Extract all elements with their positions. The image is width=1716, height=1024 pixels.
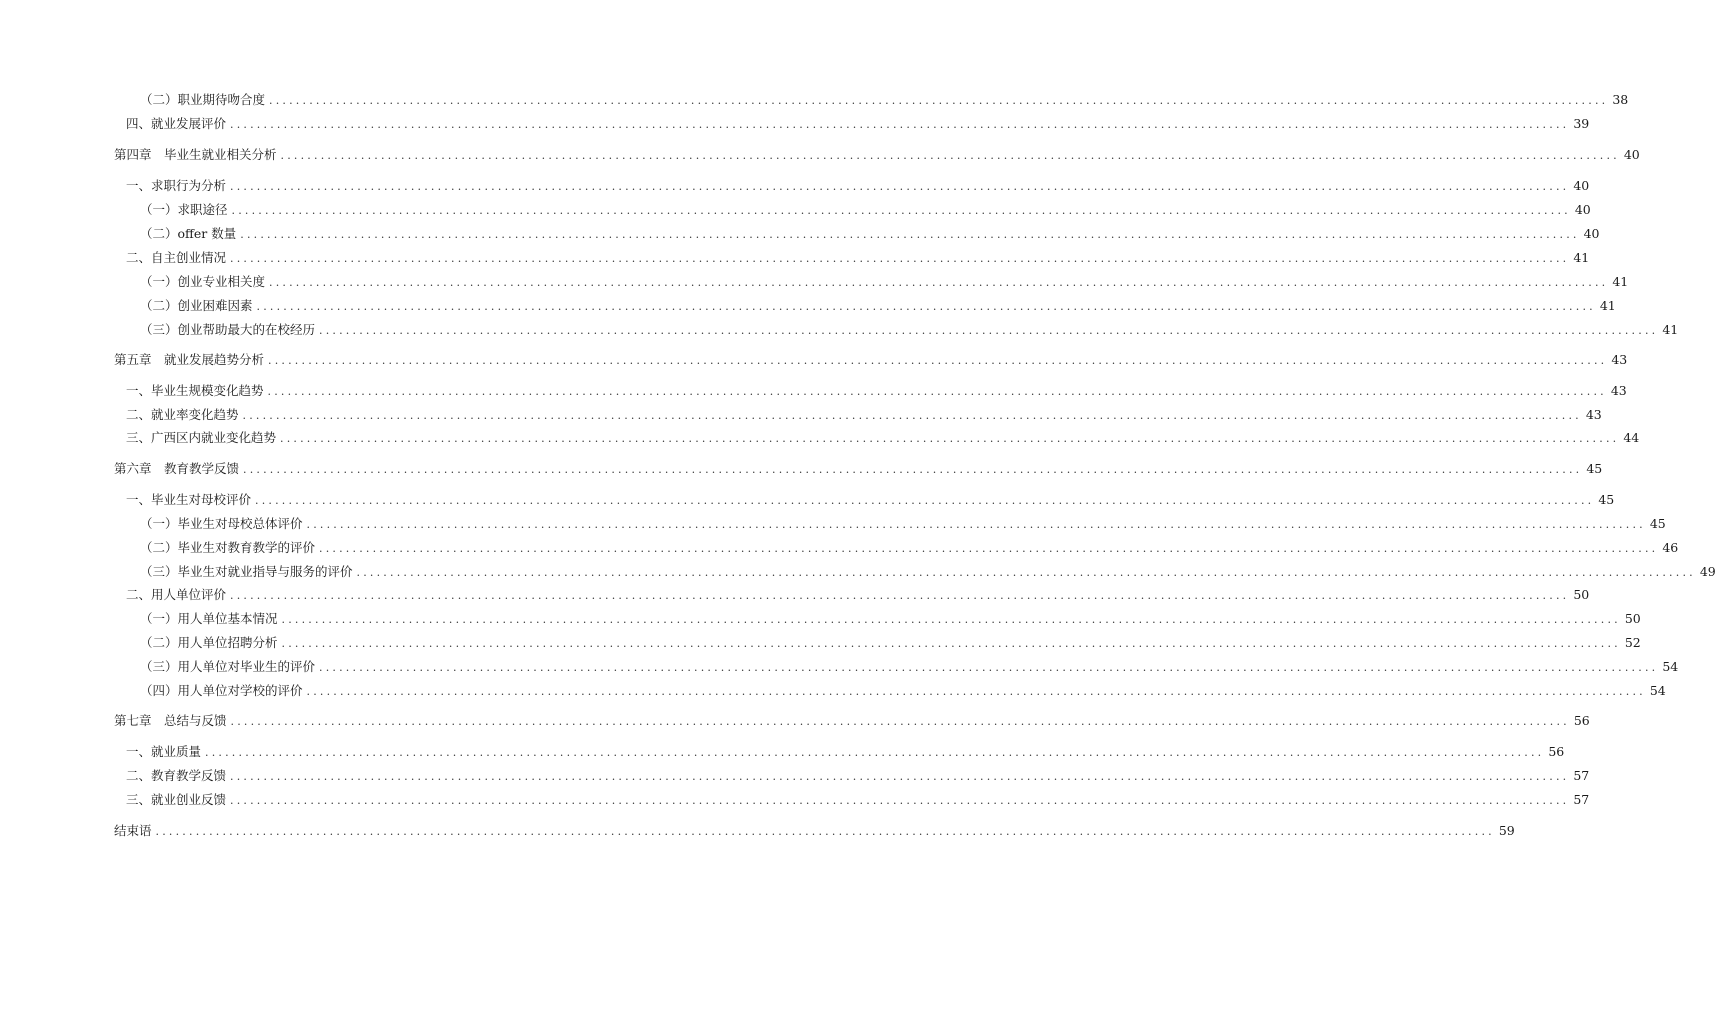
toc-entry-page-number: 45 — [1649, 516, 1666, 531]
toc-entry[interactable] — [140, 272, 1629, 290]
toc-leader-dots: ........................................................................................................................................................................................................ — [230, 180, 1570, 193]
toc-entry-page-number: 43 — [1610, 383, 1627, 398]
toc-entry-page-number: 49 — [1699, 564, 1716, 579]
toc-entry[interactable] — [126, 742, 1565, 760]
toc-entry-title: 结束语 — [114, 823, 152, 838]
toc-leader-dots: ........................................................................................................................................................................................................ — [230, 589, 1570, 602]
toc-entry-title: （一）创业专业相关度 — [140, 274, 266, 289]
toc-entry-title: （一）毕业生对母校总体评价 — [140, 516, 303, 531]
toc-entry-page-number: 50 — [1573, 587, 1590, 602]
toc-entry[interactable] — [126, 790, 1590, 808]
toc-entry-title: （一）求职途径 — [140, 202, 228, 217]
toc-entry[interactable] — [126, 405, 1602, 423]
toc-entry[interactable] — [114, 350, 1628, 368]
toc-leader-dots: ........................................................................................................................................................................................................ — [267, 385, 1607, 398]
toc-entry-page-number: 43 — [1585, 407, 1602, 422]
toc-entry[interactable] — [114, 459, 1603, 477]
toc-entry-title: 一、求职行为分析 — [126, 178, 227, 193]
toc-entry[interactable] — [114, 711, 1590, 729]
toc-entry-title: 二、教育教学反馈 — [126, 768, 227, 783]
toc-entry[interactable] — [114, 145, 1640, 163]
toc-entry[interactable] — [140, 609, 1641, 627]
toc-entry-page-number: 54 — [1662, 659, 1679, 674]
toc-leader-dots: ........................................................................................................................................................................................................ — [319, 661, 1659, 674]
toc-leader-dots: ........................................................................................................................................................................................................ — [230, 118, 1570, 131]
toc-leader-dots: ........................................................................................................................................................................................................ — [281, 613, 1621, 626]
toc-entry[interactable] — [140, 224, 1600, 242]
toc-entry[interactable] — [114, 821, 1515, 839]
toc-entry-page-number: 41 — [1662, 322, 1679, 337]
toc-entry[interactable] — [140, 514, 1666, 532]
toc-entry-title: （一）用人单位基本情况 — [140, 611, 278, 626]
toc-entry-title: 三、广西区内就业变化趋势 — [126, 430, 277, 445]
toc-leader-dots: ........................................................................................................................................................................................................ — [356, 566, 1696, 579]
toc-leader-dots: ........................................................................................................................................................................................................ — [280, 149, 1620, 162]
toc-entry-title: （三）创业帮助最大的在校经历 — [140, 322, 316, 337]
toc-entry-page-number: 57 — [1573, 768, 1590, 783]
toc-entry-page-number: 54 — [1649, 683, 1666, 698]
toc-entry-page-number: 41 — [1573, 250, 1590, 265]
toc-leader-dots: ........................................................................................................................................................................................................ — [269, 276, 1609, 289]
toc-leader-dots: ........................................................................................................................................................................................................ — [269, 94, 1609, 107]
toc-leader-dots: ........................................................................................................................................................................................................ — [231, 204, 1571, 217]
toc-entry-page-number: 40 — [1623, 147, 1640, 162]
toc-entry-title: （二）offer 数量 — [140, 226, 237, 241]
toc-leader-dots: ........................................................................................................................................................................................................ — [230, 715, 1570, 728]
toc-entry[interactable] — [140, 633, 1641, 651]
toc-entry-title: 第四章 毕业生就业相关分析 — [114, 147, 277, 162]
toc-entry-page-number: 45 — [1598, 492, 1615, 507]
toc-entry-title: （二）职业期待吻合度 — [140, 92, 266, 107]
toc-entry-page-number: 40 — [1583, 226, 1600, 241]
toc-entry-page-number: 44 — [1623, 430, 1640, 445]
toc-leader-dots: ........................................................................................................................................................................................................ — [230, 794, 1570, 807]
toc-entry[interactable] — [126, 428, 1640, 446]
toc-entry-title: 四、就业发展评价 — [126, 116, 227, 131]
toc-entry-page-number: 41 — [1599, 298, 1616, 313]
toc-entry-title: 二、自主创业情况 — [126, 250, 227, 265]
toc-leader-dots: ........................................................................................................................................................................................................ — [256, 300, 1596, 313]
toc-entry[interactable] — [140, 657, 1679, 675]
toc-entry-title: 二、用人单位评价 — [126, 587, 227, 602]
toc-entry-title: （二）毕业生对教育教学的评价 — [140, 540, 316, 555]
toc-entry[interactable] — [140, 320, 1679, 338]
toc-entry-title: 三、就业创业反馈 — [126, 792, 227, 807]
toc-entry-title: （三）毕业生对就业指导与服务的评价 — [140, 564, 353, 579]
toc-entry-title: 第五章 就业发展趋势分析 — [114, 352, 265, 367]
toc-entry[interactable] — [126, 766, 1590, 784]
toc-entry-title: （二）用人单位招聘分析 — [140, 635, 278, 650]
toc-entry[interactable] — [140, 681, 1666, 699]
toc-entry[interactable] — [140, 200, 1591, 218]
toc-entry-page-number: 45 — [1586, 461, 1603, 476]
toc-entry[interactable] — [126, 381, 1627, 399]
toc-entry[interactable] — [140, 296, 1616, 314]
toc-entry-page-number: 38 — [1612, 92, 1629, 107]
toc-entry-page-number: 39 — [1573, 116, 1590, 131]
toc-leader-dots: ........................................................................................................................................................................................................ — [240, 228, 1580, 241]
toc-leader-dots: ........................................................................................................................................................................................................ — [268, 354, 1608, 367]
toc-entry-page-number: 41 — [1612, 274, 1629, 289]
toc-entry-page-number: 56 — [1573, 713, 1590, 728]
toc-entry[interactable] — [140, 538, 1679, 556]
toc-entry[interactable] — [126, 176, 1590, 194]
toc-entry[interactable] — [126, 585, 1590, 603]
toc-entry[interactable] — [140, 562, 1716, 580]
toc-entry-page-number: 40 — [1573, 178, 1590, 193]
toc-leader-dots: ........................................................................................................................................................................................................ — [243, 463, 1583, 476]
toc-leader-dots: ........................................................................................................................................................................................................ — [242, 409, 1582, 422]
toc-leader-dots: ........................................................................................................................................................................................................ — [155, 825, 1495, 838]
toc-entry-page-number: 46 — [1662, 540, 1679, 555]
toc-leader-dots: ........................................................................................................................................................................................................ — [230, 770, 1570, 783]
toc-entry-title: （三）用人单位对毕业生的评价 — [140, 659, 316, 674]
toc-entry-title: （四）用人单位对学校的评价 — [140, 683, 303, 698]
toc-entry[interactable] — [126, 114, 1590, 132]
toc-entry-title: 二、就业率变化趋势 — [126, 407, 239, 422]
toc-entry[interactable] — [126, 490, 1615, 508]
toc-leader-dots: ........................................................................................................................................................................................................ — [280, 432, 1620, 445]
toc-entry-page-number: 40 — [1574, 202, 1591, 217]
toc-entry-page-number: 52 — [1624, 635, 1641, 650]
toc-leader-dots: ........................................................................................................................................................................................................ — [319, 324, 1659, 337]
toc-entry-title: 一、毕业生规模变化趋势 — [126, 383, 264, 398]
toc-leader-dots: ........................................................................................................................................................................................................ — [281, 637, 1621, 650]
toc-entry[interactable] — [126, 248, 1590, 266]
toc-entry-page-number: 57 — [1573, 792, 1590, 807]
toc-leader-dots: ........................................................................................................................................................................................................ — [306, 685, 1646, 698]
toc-entry-title: 第六章 教育教学反馈 — [114, 461, 240, 476]
toc-entry-page-number: 43 — [1611, 352, 1628, 367]
toc-leader-dots: ........................................................................................................................................................................................................ — [230, 252, 1570, 265]
toc-entry-page-number: 50 — [1624, 611, 1641, 626]
toc-entry-page-number: 56 — [1548, 744, 1565, 759]
toc-entry-title: 一、毕业生对母校评价 — [126, 492, 252, 507]
toc-leader-dots: ........................................................................................................................................................................................................ — [255, 494, 1595, 507]
toc-entry-title: （二）创业困难因素 — [140, 298, 253, 313]
toc-entry-title: 一、就业质量 — [126, 744, 202, 759]
toc-entry[interactable] — [140, 90, 1629, 108]
toc-leader-dots: ........................................................................................................................................................................................................ — [306, 518, 1646, 531]
toc-entry-page-number: 59 — [1498, 823, 1515, 838]
toc-entry-title: 第七章 总结与反馈 — [114, 713, 227, 728]
toc-leader-dots: ........................................................................................................................................................................................................ — [205, 746, 1545, 759]
toc-leader-dots: ........................................................................................................................................................................................................ — [319, 542, 1659, 555]
